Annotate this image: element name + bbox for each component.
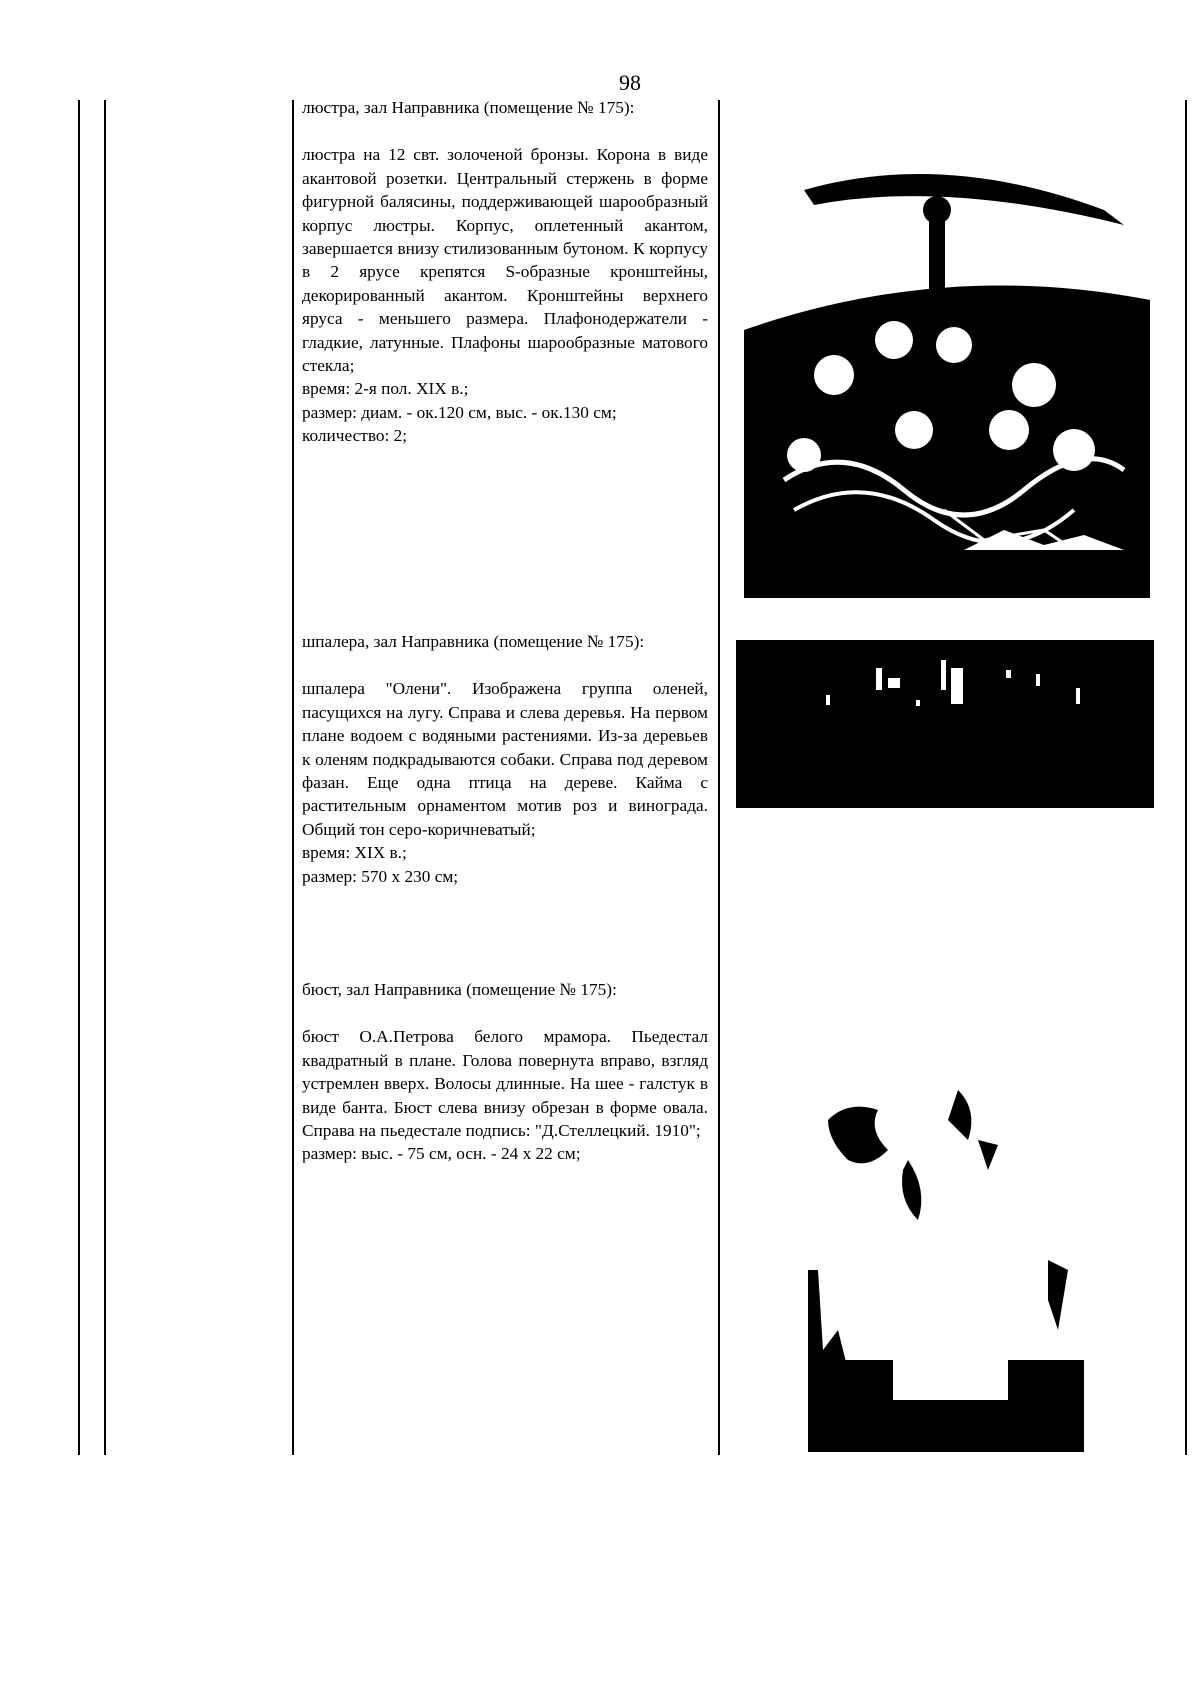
bust-photo — [808, 1070, 1084, 1452]
table-border-left-outer — [78, 100, 80, 1455]
entry-description: бюст О.А.Петрова белого мрамора. Пьедестал квадратный в плане. Голова повернута вправо, взгляд устремлен вверх. Волосы длинные. На шее - галстук в виде банта. Бюст слева внизу обрезан в форме овала. Справа на пьедестале подпись: "Д.Стеллецкий. 1910"; — [302, 1027, 708, 1141]
table-border-left-inner — [104, 100, 106, 1455]
page-number: 98 — [619, 70, 641, 95]
entry-heading: люстра, зал Направника (помещение № 175): — [302, 98, 635, 117]
catalog-entry-bust — [302, 978, 708, 1166]
entry-quantity: количество: 2; — [302, 426, 408, 446]
entry-date: время: XIX в.; — [302, 843, 407, 863]
entry-description: люстра на 12 свт. золоченой бронзы. Корона в виде акантовой розетки. Центральный стержень в форме фигурной балясины, поддерживающей шарообразный корпус люстры. Корпус, оплетенный акантом, завершается внизу стилизованным бутоном. К корпусу в 2 ярусе крепятся S-образные кронштейны, декорированный акантом. Кронштейны верхнего яруса - меньшего размера. Плафонодержатели - гладкие, латунные. Плафоны шарообразные матового стекла; — [302, 145, 708, 376]
entry-heading: шпалера, зал Направника (помещение № 175): — [302, 632, 645, 651]
table-column-divider-1 — [292, 100, 294, 1455]
entry-size: размер: выс. - 75 см, осн. - 24 х 22 см; — [302, 1144, 581, 1164]
chandelier-photo — [744, 150, 1150, 598]
entry-size: размер: 570 х 230 см; — [302, 866, 459, 886]
tapestry-photo — [736, 640, 1154, 808]
entry-size: размер: диам. - ок.120 см, выс. - ок.130 см; — [302, 402, 617, 422]
catalog-entry-tapestry — [302, 630, 708, 888]
table-border-right — [1185, 100, 1187, 1455]
table-column-divider-2 — [718, 100, 720, 1455]
entry-description: шпалера "Олени". Изображена группа оленей, пасущихся на лугу. Справа и слева деревья. На первом плане водоем с водяными растениями. Из-за деревьев к оленям подкрадываются собаки. Справа под деревом фазан. Еще одна птица на дереве. Кайма с растительным орнаментом мотив роз и винограда. Общий тон серо-коричневатый; — [302, 679, 708, 839]
entry-date: время: 2-я пол. XIX в.; — [302, 379, 469, 399]
catalog-entry-chandelier — [302, 96, 708, 448]
entry-heading: бюст, зал Направника (помещение № 175): — [302, 980, 617, 999]
